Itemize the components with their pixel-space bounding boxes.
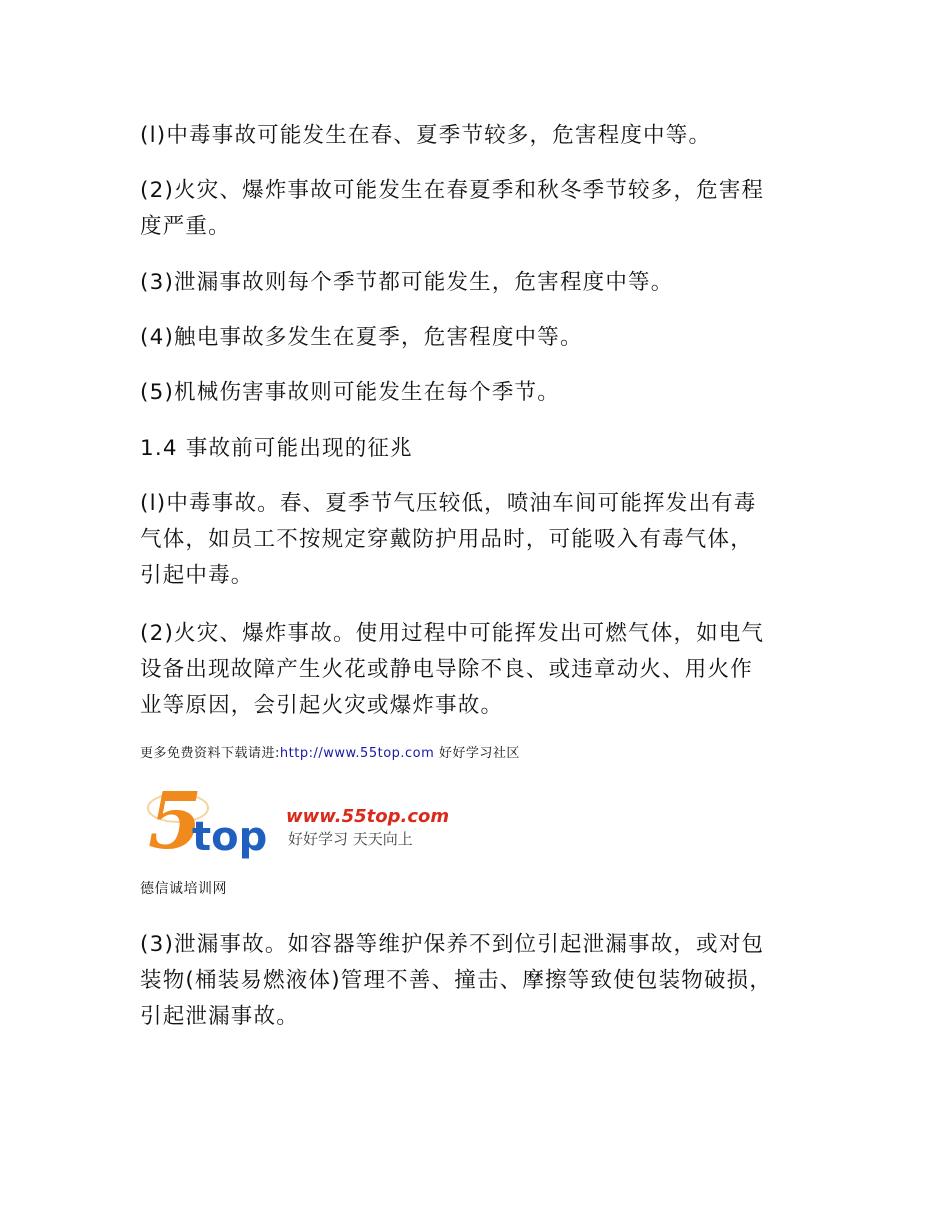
paragraph-fire-signs — [140, 616, 820, 724]
text-line: (3)泄漏事故。如容器等维护保养不到位引起泄漏事故，或对包 — [140, 932, 765, 957]
logo-site: www.55top.com — [286, 806, 450, 827]
logo-digit: 5 — [148, 778, 203, 860]
text-line: (l)中毒事故可能发生在春、夏季节较多，危害程度中等。 — [140, 123, 712, 148]
text-line: (2)火灾、爆炸事故。使用过程中可能挥发出可燃气体，如电气 — [140, 621, 765, 646]
logo-word: top — [192, 814, 268, 860]
text-line: 引起泄漏事故。 — [140, 1004, 299, 1029]
download-suffix: 好好学习社区 — [434, 746, 520, 761]
paragraph-poisoning-season — [140, 118, 820, 154]
text-line: 气体，如员工不按规定穿戴防护用品时，可能吸入有毒气体， — [140, 527, 753, 552]
text-line: (2)火灾、爆炸事故可能发生在春夏季和秋冬季节较多，危害程 — [140, 178, 765, 203]
text-line: (5)机械伤害事故则可能发生在每个季节。 — [140, 380, 560, 405]
logo-slogan: 好好学习 天天向上 — [288, 830, 413, 848]
text-line: 业等原因，会引起火灾或爆炸事故。 — [140, 693, 504, 718]
paragraph-poisoning-signs — [140, 486, 820, 594]
download-link[interactable]: http://www.55top.com — [279, 746, 435, 761]
text-line: 引起中毒。 — [140, 563, 254, 588]
paragraph-leak-signs — [140, 927, 820, 1035]
paragraph-electric-season — [140, 320, 820, 356]
site-logo — [140, 778, 460, 860]
paragraph-leak-season — [140, 265, 820, 301]
text-line: 装物(桶装易燃液体)管理不善、撞击、摩擦等致使包装物破损， — [140, 968, 773, 993]
text-line: (3)泄漏事故则每个季节都可能发生，危害程度中等。 — [140, 270, 674, 295]
download-prefix: 更多免费资料下载请进: — [140, 746, 280, 761]
text-line: (4)触电事故多发生在夏季，危害程度中等。 — [140, 325, 583, 350]
paragraph-mechanical-season — [140, 375, 820, 411]
section-heading — [140, 431, 820, 467]
text-line: 设备出现故障产生火花或静电导除不良、或违章动火、用火作 — [140, 657, 753, 682]
text-line: (l)中毒事故。春、夏季节气压较低，喷油车间可能挥发出有毒 — [140, 491, 757, 516]
caption: 德信诚培训网 — [140, 881, 227, 897]
text-line: 度严重。 — [140, 214, 231, 239]
paragraph-fire-season — [140, 173, 820, 245]
heading-text: 1.4 事故前可能出现的征兆 — [140, 436, 413, 461]
download-note — [140, 745, 520, 763]
